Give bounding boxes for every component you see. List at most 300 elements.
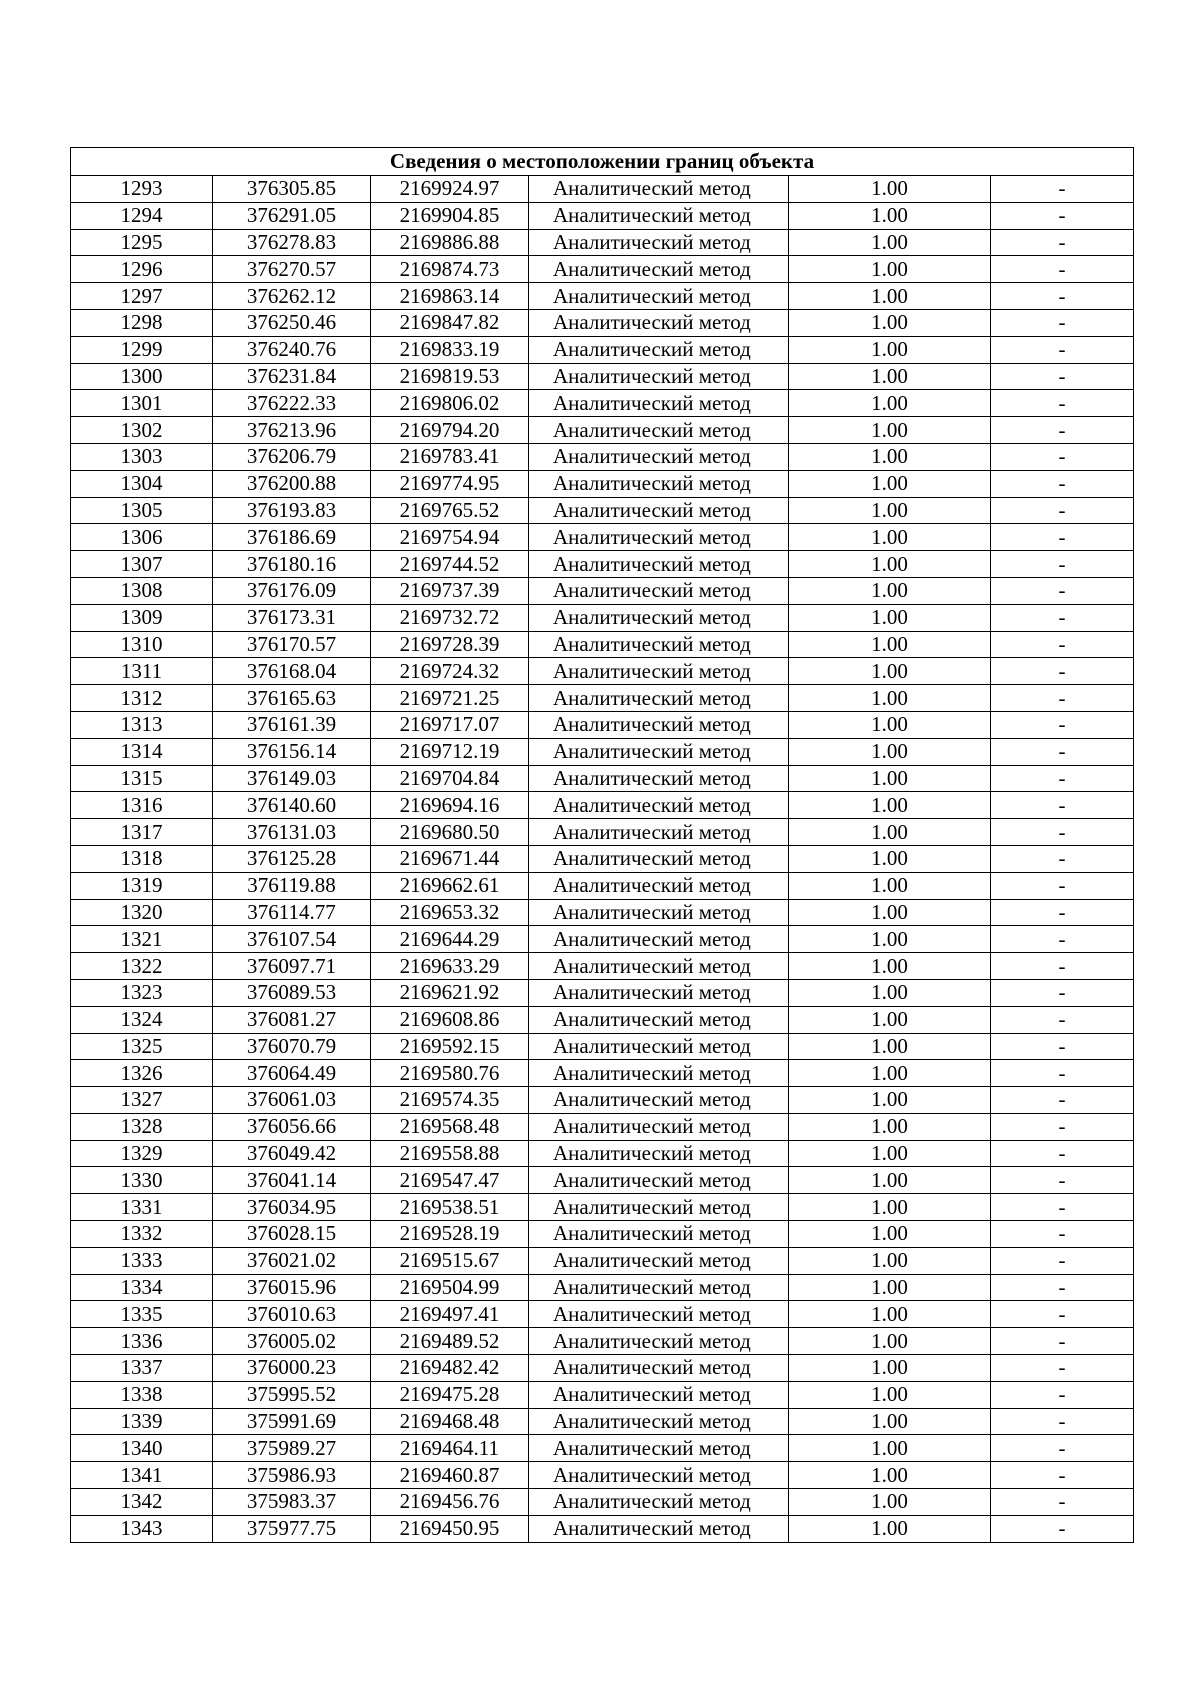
table-row (71, 819, 1134, 846)
point-number-cell: 1306 (71, 524, 213, 551)
point-number-cell: 1308 (71, 577, 213, 604)
table-row (71, 711, 1134, 738)
method-cell: Аналитический метод (529, 604, 789, 631)
table-row (71, 631, 1134, 658)
point-number-cell: 1304 (71, 470, 213, 497)
method-cell: Аналитический метод (529, 390, 789, 417)
method-cell: Аналитический метод (529, 1194, 789, 1221)
point-number-cell: 1294 (71, 202, 213, 229)
y-coordinate-cell: 2169608.86 (371, 1006, 529, 1033)
method-cell: Аналитический метод (529, 658, 789, 685)
y-coordinate-cell: 2169833.19 (371, 336, 529, 363)
note-cell: - (991, 256, 1134, 283)
table-row (71, 1167, 1134, 1194)
x-coordinate-cell: 375995.52 (213, 1381, 371, 1408)
x-coordinate-cell: 376028.15 (213, 1221, 371, 1248)
x-coordinate-cell: 376193.83 (213, 497, 371, 524)
table-row (71, 1381, 1134, 1408)
note-cell: - (991, 1489, 1134, 1516)
note-cell: - (991, 1033, 1134, 1060)
point-number-cell: 1318 (71, 845, 213, 872)
method-cell: Аналитический метод (529, 1033, 789, 1060)
method-cell: Аналитический метод (529, 845, 789, 872)
table-row (71, 872, 1134, 899)
method-cell: Аналитический метод (529, 1087, 789, 1114)
table-row (71, 202, 1134, 229)
accuracy-cell: 1.00 (789, 953, 991, 980)
x-coordinate-cell: 376305.85 (213, 176, 371, 203)
accuracy-cell: 1.00 (789, 658, 991, 685)
x-coordinate-cell: 376262.12 (213, 283, 371, 310)
method-cell: Аналитический метод (529, 685, 789, 712)
x-coordinate-cell: 376056.66 (213, 1113, 371, 1140)
accuracy-cell: 1.00 (789, 1381, 991, 1408)
note-cell: - (991, 631, 1134, 658)
method-cell: Аналитический метод (529, 819, 789, 846)
point-number-cell: 1316 (71, 792, 213, 819)
table-row (71, 363, 1134, 390)
note-cell: - (991, 283, 1134, 310)
table-row (71, 604, 1134, 631)
accuracy-cell: 1.00 (789, 792, 991, 819)
accuracy-cell: 1.00 (789, 283, 991, 310)
method-cell: Аналитический метод (529, 229, 789, 256)
accuracy-cell: 1.00 (789, 1194, 991, 1221)
note-cell: - (991, 1408, 1134, 1435)
point-number-cell: 1326 (71, 1060, 213, 1087)
accuracy-cell: 1.00 (789, 711, 991, 738)
x-coordinate-cell: 376180.16 (213, 551, 371, 578)
method-cell: Аналитический метод (529, 497, 789, 524)
y-coordinate-cell: 2169728.39 (371, 631, 529, 658)
accuracy-cell: 1.00 (789, 229, 991, 256)
point-number-cell: 1310 (71, 631, 213, 658)
y-coordinate-cell: 2169819.53 (371, 363, 529, 390)
x-coordinate-cell: 376176.09 (213, 577, 371, 604)
note-cell: - (991, 336, 1134, 363)
accuracy-cell: 1.00 (789, 819, 991, 846)
table-row (71, 1006, 1134, 1033)
x-coordinate-cell: 376089.53 (213, 979, 371, 1006)
note-cell: - (991, 1355, 1134, 1382)
y-coordinate-cell: 2169704.84 (371, 765, 529, 792)
table-row (71, 283, 1134, 310)
accuracy-cell: 1.00 (789, 926, 991, 953)
y-coordinate-cell: 2169468.48 (371, 1408, 529, 1435)
point-number-cell: 1341 (71, 1462, 213, 1489)
point-number-cell: 1301 (71, 390, 213, 417)
note-cell: - (991, 738, 1134, 765)
accuracy-cell: 1.00 (789, 845, 991, 872)
x-coordinate-cell: 376200.88 (213, 470, 371, 497)
accuracy-cell: 1.00 (789, 202, 991, 229)
point-number-cell: 1317 (71, 819, 213, 846)
accuracy-cell: 1.00 (789, 1140, 991, 1167)
method-cell: Аналитический метод (529, 551, 789, 578)
x-coordinate-cell: 376291.05 (213, 202, 371, 229)
accuracy-cell: 1.00 (789, 524, 991, 551)
point-number-cell: 1335 (71, 1301, 213, 1328)
table-row (71, 390, 1134, 417)
y-coordinate-cell: 2169847.82 (371, 309, 529, 336)
note-cell: - (991, 872, 1134, 899)
point-number-cell: 1293 (71, 176, 213, 203)
point-number-cell: 1343 (71, 1515, 213, 1542)
note-cell: - (991, 497, 1134, 524)
table-row (71, 1355, 1134, 1382)
table-row (71, 765, 1134, 792)
accuracy-cell: 1.00 (789, 443, 991, 470)
point-number-cell: 1334 (71, 1274, 213, 1301)
note-cell: - (991, 1328, 1134, 1355)
y-coordinate-cell: 2169574.35 (371, 1087, 529, 1114)
accuracy-cell: 1.00 (789, 1435, 991, 1462)
note-cell: - (991, 1221, 1134, 1248)
x-coordinate-cell: 376149.03 (213, 765, 371, 792)
y-coordinate-cell: 2169732.72 (371, 604, 529, 631)
y-coordinate-cell: 2169886.88 (371, 229, 529, 256)
y-coordinate-cell: 2169874.73 (371, 256, 529, 283)
method-cell: Аналитический метод (529, 524, 789, 551)
table-row (71, 551, 1134, 578)
x-coordinate-cell: 376034.95 (213, 1194, 371, 1221)
table-title-row (71, 148, 1134, 176)
table-body (71, 176, 1134, 1543)
point-number-cell: 1323 (71, 979, 213, 1006)
y-coordinate-cell: 2169721.25 (371, 685, 529, 712)
accuracy-cell: 1.00 (789, 1489, 991, 1516)
y-coordinate-cell: 2169568.48 (371, 1113, 529, 1140)
note-cell: - (991, 417, 1134, 444)
accuracy-cell: 1.00 (789, 685, 991, 712)
method-cell: Аналитический метод (529, 1355, 789, 1382)
table-row (71, 470, 1134, 497)
x-coordinate-cell: 376081.27 (213, 1006, 371, 1033)
point-number-cell: 1321 (71, 926, 213, 953)
note-cell: - (991, 443, 1134, 470)
x-coordinate-cell: 376070.79 (213, 1033, 371, 1060)
x-coordinate-cell: 376131.03 (213, 819, 371, 846)
table-row (71, 899, 1134, 926)
point-number-cell: 1328 (71, 1113, 213, 1140)
accuracy-cell: 1.00 (789, 872, 991, 899)
method-cell: Аналитический метод (529, 363, 789, 390)
accuracy-cell: 1.00 (789, 1462, 991, 1489)
method-cell: Аналитический метод (529, 309, 789, 336)
point-number-cell: 1340 (71, 1435, 213, 1462)
note-cell: - (991, 202, 1134, 229)
y-coordinate-cell: 2169633.29 (371, 953, 529, 980)
y-coordinate-cell: 2169737.39 (371, 577, 529, 604)
x-coordinate-cell: 375991.69 (213, 1408, 371, 1435)
table-row (71, 1247, 1134, 1274)
accuracy-cell: 1.00 (789, 1113, 991, 1140)
x-coordinate-cell: 376005.02 (213, 1328, 371, 1355)
x-coordinate-cell: 376049.42 (213, 1140, 371, 1167)
y-coordinate-cell: 2169592.15 (371, 1033, 529, 1060)
x-coordinate-cell: 375989.27 (213, 1435, 371, 1462)
point-number-cell: 1329 (71, 1140, 213, 1167)
y-coordinate-cell: 2169644.29 (371, 926, 529, 953)
method-cell: Аналитический метод (529, 899, 789, 926)
method-cell: Аналитический метод (529, 872, 789, 899)
note-cell: - (991, 1113, 1134, 1140)
point-number-cell: 1303 (71, 443, 213, 470)
note-cell: - (991, 685, 1134, 712)
point-number-cell: 1337 (71, 1355, 213, 1382)
method-cell: Аналитический метод (529, 1408, 789, 1435)
accuracy-cell: 1.00 (789, 577, 991, 604)
table-row (71, 497, 1134, 524)
method-cell: Аналитический метод (529, 1247, 789, 1274)
y-coordinate-cell: 2169456.76 (371, 1489, 529, 1516)
accuracy-cell: 1.00 (789, 631, 991, 658)
table-row (71, 524, 1134, 551)
note-cell: - (991, 765, 1134, 792)
table-row (71, 256, 1134, 283)
accuracy-cell: 1.00 (789, 390, 991, 417)
table-row (71, 1140, 1134, 1167)
accuracy-cell: 1.00 (789, 604, 991, 631)
method-cell: Аналитический метод (529, 1435, 789, 1462)
x-coordinate-cell: 376119.88 (213, 872, 371, 899)
x-coordinate-cell: 376231.84 (213, 363, 371, 390)
note-cell: - (991, 176, 1134, 203)
x-coordinate-cell: 375983.37 (213, 1489, 371, 1516)
accuracy-cell: 1.00 (789, 1355, 991, 1382)
point-number-cell: 1314 (71, 738, 213, 765)
accuracy-cell: 1.00 (789, 899, 991, 926)
point-number-cell: 1311 (71, 658, 213, 685)
point-number-cell: 1309 (71, 604, 213, 631)
table-row (71, 577, 1134, 604)
y-coordinate-cell: 2169538.51 (371, 1194, 529, 1221)
x-coordinate-cell: 376213.96 (213, 417, 371, 444)
table-row (71, 926, 1134, 953)
x-coordinate-cell: 376010.63 (213, 1301, 371, 1328)
method-cell: Аналитический метод (529, 1328, 789, 1355)
method-cell: Аналитический метод (529, 792, 789, 819)
table-row (71, 953, 1134, 980)
note-cell: - (991, 363, 1134, 390)
note-cell: - (991, 470, 1134, 497)
accuracy-cell: 1.00 (789, 309, 991, 336)
table-row (71, 1033, 1134, 1060)
table-row (71, 685, 1134, 712)
y-coordinate-cell: 2169547.47 (371, 1167, 529, 1194)
accuracy-cell: 1.00 (789, 363, 991, 390)
method-cell: Аналитический метод (529, 631, 789, 658)
note-cell: - (991, 1060, 1134, 1087)
table-row (71, 1274, 1134, 1301)
note-cell: - (991, 926, 1134, 953)
note-cell: - (991, 1381, 1134, 1408)
note-cell: - (991, 845, 1134, 872)
table-row (71, 792, 1134, 819)
y-coordinate-cell: 2169765.52 (371, 497, 529, 524)
point-number-cell: 1324 (71, 1006, 213, 1033)
table-row (71, 336, 1134, 363)
y-coordinate-cell: 2169806.02 (371, 390, 529, 417)
y-coordinate-cell: 2169774.95 (371, 470, 529, 497)
y-coordinate-cell: 2169475.28 (371, 1381, 529, 1408)
point-number-cell: 1305 (71, 497, 213, 524)
x-coordinate-cell: 376041.14 (213, 1167, 371, 1194)
note-cell: - (991, 1462, 1134, 1489)
method-cell: Аналитический метод (529, 1060, 789, 1087)
accuracy-cell: 1.00 (789, 176, 991, 203)
method-cell: Аналитический метод (529, 738, 789, 765)
x-coordinate-cell: 376064.49 (213, 1060, 371, 1087)
x-coordinate-cell: 376173.31 (213, 604, 371, 631)
method-cell: Аналитический метод (529, 417, 789, 444)
accuracy-cell: 1.00 (789, 1301, 991, 1328)
x-coordinate-cell: 376165.63 (213, 685, 371, 712)
accuracy-cell: 1.00 (789, 1408, 991, 1435)
point-number-cell: 1331 (71, 1194, 213, 1221)
table-row (71, 176, 1134, 203)
x-coordinate-cell: 376278.83 (213, 229, 371, 256)
y-coordinate-cell: 2169717.07 (371, 711, 529, 738)
point-number-cell: 1330 (71, 1167, 213, 1194)
point-number-cell: 1300 (71, 363, 213, 390)
point-number-cell: 1325 (71, 1033, 213, 1060)
accuracy-cell: 1.00 (789, 1167, 991, 1194)
method-cell: Аналитический метод (529, 1140, 789, 1167)
point-number-cell: 1296 (71, 256, 213, 283)
x-coordinate-cell: 376125.28 (213, 845, 371, 872)
point-number-cell: 1313 (71, 711, 213, 738)
y-coordinate-cell: 2169497.41 (371, 1301, 529, 1328)
method-cell: Аналитический метод (529, 1167, 789, 1194)
note-cell: - (991, 711, 1134, 738)
table-row (71, 1408, 1134, 1435)
x-coordinate-cell: 376021.02 (213, 1247, 371, 1274)
y-coordinate-cell: 2169724.32 (371, 658, 529, 685)
y-coordinate-cell: 2169783.41 (371, 443, 529, 470)
point-number-cell: 1312 (71, 685, 213, 712)
y-coordinate-cell: 2169754.94 (371, 524, 529, 551)
x-coordinate-cell: 375977.75 (213, 1515, 371, 1542)
x-coordinate-cell: 376168.04 (213, 658, 371, 685)
x-coordinate-cell: 376222.33 (213, 390, 371, 417)
method-cell: Аналитический метод (529, 256, 789, 283)
accuracy-cell: 1.00 (789, 256, 991, 283)
note-cell: - (991, 604, 1134, 631)
method-cell: Аналитический метод (529, 953, 789, 980)
y-coordinate-cell: 2169794.20 (371, 417, 529, 444)
y-coordinate-cell: 2169460.87 (371, 1462, 529, 1489)
x-coordinate-cell: 376015.96 (213, 1274, 371, 1301)
accuracy-cell: 1.00 (789, 1274, 991, 1301)
y-coordinate-cell: 2169662.61 (371, 872, 529, 899)
accuracy-cell: 1.00 (789, 738, 991, 765)
note-cell: - (991, 1301, 1134, 1328)
method-cell: Аналитический метод (529, 283, 789, 310)
note-cell: - (991, 979, 1134, 1006)
point-number-cell: 1332 (71, 1221, 213, 1248)
table-row (71, 417, 1134, 444)
note-cell: - (991, 1515, 1134, 1542)
note-cell: - (991, 1087, 1134, 1114)
x-coordinate-cell: 376186.69 (213, 524, 371, 551)
y-coordinate-cell: 2169464.11 (371, 1435, 529, 1462)
method-cell: Аналитический метод (529, 1006, 789, 1033)
note-cell: - (991, 658, 1134, 685)
y-coordinate-cell: 2169580.76 (371, 1060, 529, 1087)
x-coordinate-cell: 376114.77 (213, 899, 371, 926)
note-cell: - (991, 1167, 1134, 1194)
note-cell: - (991, 309, 1134, 336)
note-cell: - (991, 1274, 1134, 1301)
x-coordinate-cell: 376270.57 (213, 256, 371, 283)
y-coordinate-cell: 2169558.88 (371, 1140, 529, 1167)
point-number-cell: 1322 (71, 953, 213, 980)
method-cell: Аналитический метод (529, 577, 789, 604)
method-cell: Аналитический метод (529, 979, 789, 1006)
x-coordinate-cell: 376107.54 (213, 926, 371, 953)
point-number-cell: 1342 (71, 1489, 213, 1516)
table-row (71, 1194, 1134, 1221)
y-coordinate-cell: 2169653.32 (371, 899, 529, 926)
table-row (71, 845, 1134, 872)
method-cell: Аналитический метод (529, 1381, 789, 1408)
method-cell: Аналитический метод (529, 765, 789, 792)
accuracy-cell: 1.00 (789, 1006, 991, 1033)
accuracy-cell: 1.00 (789, 551, 991, 578)
boundary-coordinates-table (70, 147, 1134, 1543)
note-cell: - (991, 1194, 1134, 1221)
accuracy-cell: 1.00 (789, 1247, 991, 1274)
accuracy-cell: 1.00 (789, 1060, 991, 1087)
table-row (71, 1221, 1134, 1248)
x-coordinate-cell: 376250.46 (213, 309, 371, 336)
y-coordinate-cell: 2169489.52 (371, 1328, 529, 1355)
accuracy-cell: 1.00 (789, 336, 991, 363)
point-number-cell: 1307 (71, 551, 213, 578)
point-number-cell: 1315 (71, 765, 213, 792)
point-number-cell: 1327 (71, 1087, 213, 1114)
point-number-cell: 1295 (71, 229, 213, 256)
table-row (71, 1515, 1134, 1542)
y-coordinate-cell: 2169863.14 (371, 283, 529, 310)
table-row (71, 1087, 1134, 1114)
x-coordinate-cell: 376206.79 (213, 443, 371, 470)
point-number-cell: 1297 (71, 283, 213, 310)
x-coordinate-cell: 376170.57 (213, 631, 371, 658)
accuracy-cell: 1.00 (789, 1515, 991, 1542)
method-cell: Аналитический метод (529, 711, 789, 738)
table-row (71, 229, 1134, 256)
y-coordinate-cell: 2169504.99 (371, 1274, 529, 1301)
table-row (71, 309, 1134, 336)
y-coordinate-cell: 2169621.92 (371, 979, 529, 1006)
accuracy-cell: 1.00 (789, 1221, 991, 1248)
note-cell: - (991, 229, 1134, 256)
y-coordinate-cell: 2169450.95 (371, 1515, 529, 1542)
point-number-cell: 1319 (71, 872, 213, 899)
note-cell: - (991, 792, 1134, 819)
accuracy-cell: 1.00 (789, 1087, 991, 1114)
method-cell: Аналитический метод (529, 1113, 789, 1140)
table-row (71, 443, 1134, 470)
y-coordinate-cell: 2169744.52 (371, 551, 529, 578)
y-coordinate-cell: 2169924.97 (371, 176, 529, 203)
table-row (71, 1301, 1134, 1328)
note-cell: - (991, 819, 1134, 846)
method-cell: Аналитический метод (529, 176, 789, 203)
table-row (71, 1489, 1134, 1516)
